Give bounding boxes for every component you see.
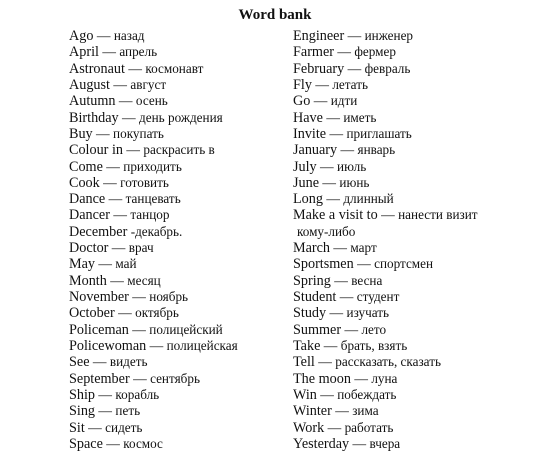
russian-translation: -декабрь. bbox=[130, 223, 183, 239]
russian-translation: март bbox=[350, 240, 377, 256]
word-entry bbox=[293, 191, 478, 207]
dash-separator: — bbox=[344, 28, 365, 43]
english-word: Make a visit to bbox=[293, 207, 378, 224]
word-column-left bbox=[69, 28, 238, 452]
word-entry bbox=[293, 61, 478, 77]
dash-separator: — bbox=[326, 305, 347, 321]
russian-translation: май bbox=[115, 256, 137, 272]
english-word: Ago bbox=[69, 28, 94, 44]
russian-translation: рассказать, сказать bbox=[335, 354, 441, 370]
word-entry bbox=[293, 289, 478, 305]
word-entry bbox=[69, 354, 238, 370]
dash-separator: — bbox=[128, 321, 150, 337]
english-word: November bbox=[69, 289, 129, 305]
word-entry bbox=[293, 28, 478, 44]
dash-separator: — bbox=[326, 125, 347, 141]
word-entry bbox=[69, 371, 238, 387]
dash-separator: — bbox=[118, 109, 140, 125]
dash-separator: — bbox=[124, 60, 146, 76]
english-word: Ship bbox=[69, 386, 96, 403]
russian-translation: врач bbox=[128, 240, 154, 256]
dash-separator: — bbox=[344, 60, 365, 76]
english-word: Sing bbox=[69, 403, 96, 420]
dash-separator: — bbox=[319, 174, 340, 190]
english-word: Doctor bbox=[69, 240, 109, 257]
russian-translation: побеждать bbox=[337, 386, 397, 402]
english-word: Come bbox=[69, 158, 103, 175]
word-entry bbox=[293, 93, 478, 109]
word-entry bbox=[69, 387, 238, 403]
word-entry bbox=[69, 93, 238, 109]
dash-separator: — bbox=[102, 435, 124, 451]
word-entry bbox=[69, 224, 238, 240]
russian-translation: летать bbox=[332, 76, 368, 92]
word-entry bbox=[293, 240, 478, 256]
russian-translation: июль bbox=[337, 158, 367, 174]
english-word: Space bbox=[69, 435, 103, 452]
dash-separator: — bbox=[322, 109, 344, 125]
dash-separator: — bbox=[102, 158, 124, 174]
word-entry bbox=[293, 305, 478, 321]
russian-translation: январь bbox=[357, 142, 396, 158]
russian-translation: лето bbox=[361, 321, 387, 337]
word-entry bbox=[293, 77, 478, 93]
english-word: June bbox=[293, 174, 320, 191]
english-word: Policewoman bbox=[69, 337, 147, 354]
word-entry bbox=[69, 338, 238, 354]
word-entry bbox=[293, 354, 478, 370]
russian-translation: полицейский bbox=[149, 321, 223, 337]
english-word: Policeman bbox=[69, 321, 129, 338]
dash-separator: — bbox=[95, 403, 116, 419]
russian-translation: видеть bbox=[109, 354, 148, 370]
english-word: Farmer bbox=[293, 44, 334, 61]
english-word: Buy bbox=[69, 125, 93, 142]
word-entry bbox=[69, 207, 238, 223]
dash-separator: — bbox=[316, 158, 338, 174]
russian-translation: студент bbox=[356, 289, 400, 304]
english-word: Take bbox=[293, 337, 321, 354]
word-entry bbox=[69, 159, 238, 175]
word-entry bbox=[69, 110, 238, 126]
dash-separator: — bbox=[115, 93, 136, 109]
english-word: Dancer bbox=[69, 207, 110, 224]
word-entry bbox=[69, 305, 238, 321]
english-word: Study bbox=[293, 305, 327, 322]
word-entry bbox=[69, 61, 238, 77]
word-entry bbox=[69, 403, 238, 419]
word-entry bbox=[293, 159, 478, 175]
english-word: February bbox=[293, 60, 345, 77]
english-word: The moon bbox=[293, 370, 351, 387]
english-word: August bbox=[69, 76, 110, 93]
word-entry bbox=[69, 240, 238, 256]
dash-separator: — bbox=[106, 272, 128, 288]
dash-separator: — bbox=[311, 76, 333, 92]
dash-separator: — bbox=[105, 191, 126, 207]
russian-translation: осень bbox=[135, 93, 168, 109]
word-entry bbox=[293, 436, 478, 452]
word-entry bbox=[69, 420, 238, 436]
russian-translation: космос bbox=[123, 435, 163, 451]
word-entry bbox=[293, 142, 478, 158]
english-word: April bbox=[69, 44, 99, 61]
dash-separator: — bbox=[350, 370, 372, 386]
word-entry bbox=[69, 256, 238, 272]
russian-translation: иметь bbox=[343, 109, 377, 125]
word-entry bbox=[69, 191, 238, 207]
word-entry bbox=[293, 126, 478, 142]
russian-translation: июнь bbox=[339, 174, 370, 190]
russian-translation: кому-либо bbox=[297, 223, 356, 239]
english-word: January bbox=[293, 142, 338, 159]
english-word: Engineer bbox=[293, 28, 345, 44]
word-column-right bbox=[293, 28, 478, 452]
russian-translation: зима bbox=[352, 403, 379, 419]
english-word: Long bbox=[293, 191, 323, 208]
dash-separator: — bbox=[95, 256, 116, 272]
dash-separator: — bbox=[333, 44, 355, 60]
word-entry bbox=[293, 322, 478, 338]
dash-separator: — bbox=[95, 386, 116, 402]
word-entry bbox=[293, 224, 478, 240]
russian-translation: нанести визит bbox=[398, 207, 478, 223]
dash-separator: — bbox=[84, 419, 106, 435]
english-word: Autumn bbox=[69, 93, 116, 110]
english-word: Win bbox=[293, 386, 317, 403]
russian-translation: вчера bbox=[369, 435, 401, 451]
english-word: July bbox=[293, 158, 317, 175]
english-word: Sit bbox=[69, 419, 85, 436]
english-word: Winter bbox=[293, 403, 332, 420]
russian-translation: работать bbox=[344, 419, 394, 435]
russian-translation: ноябрь bbox=[149, 289, 189, 304]
word-entry bbox=[69, 77, 238, 93]
russian-translation: корабль bbox=[115, 386, 160, 402]
word-entry bbox=[69, 322, 238, 338]
english-word: Spring bbox=[293, 272, 331, 289]
english-word: October bbox=[69, 305, 115, 322]
dash-separator: — bbox=[324, 419, 345, 435]
word-entry bbox=[293, 420, 478, 436]
dash-separator: — bbox=[377, 207, 399, 223]
dash-separator: — bbox=[93, 28, 114, 43]
russian-translation: сентябрь bbox=[150, 370, 200, 386]
page-title: Word bank bbox=[238, 7, 312, 23]
word-entry bbox=[293, 338, 478, 354]
english-word: Birthday bbox=[69, 109, 119, 126]
dash-separator: — bbox=[341, 321, 362, 337]
russian-translation: февраль bbox=[364, 60, 411, 76]
russian-translation: петь bbox=[115, 403, 141, 419]
word-entry bbox=[293, 371, 478, 387]
russian-translation: покупать bbox=[113, 125, 164, 141]
dash-separator: — bbox=[98, 44, 120, 60]
dash-separator: — bbox=[320, 337, 341, 353]
english-word: December bbox=[69, 223, 128, 240]
word-entry bbox=[69, 175, 238, 191]
russian-translation: приглашать bbox=[346, 125, 412, 141]
russian-translation: космонавт bbox=[145, 60, 204, 76]
dash-separator: — bbox=[114, 305, 136, 321]
dash-separator: — bbox=[109, 207, 131, 223]
dash-separator: — bbox=[310, 93, 331, 109]
dash-separator: — bbox=[330, 240, 351, 256]
russian-translation: инженер bbox=[364, 28, 414, 43]
english-word: Yesterday bbox=[293, 435, 350, 452]
english-word: March bbox=[293, 240, 331, 257]
russian-translation: месяц bbox=[127, 272, 161, 288]
english-word: Astronaut bbox=[69, 60, 125, 77]
dash-separator: — bbox=[336, 289, 357, 304]
english-word: Student bbox=[293, 289, 337, 305]
english-word: Tell bbox=[293, 354, 315, 371]
russian-translation: август bbox=[130, 76, 167, 92]
english-word: May bbox=[69, 256, 96, 273]
russian-translation: брать, взять bbox=[340, 337, 408, 353]
english-word: Work bbox=[293, 419, 325, 436]
dash-separator: — bbox=[316, 386, 338, 402]
word-entry bbox=[293, 44, 478, 60]
english-word: Colour in bbox=[69, 142, 123, 159]
russian-translation: апрель bbox=[119, 44, 158, 60]
russian-translation: спортсмен bbox=[374, 256, 434, 272]
word-entry bbox=[69, 273, 238, 289]
word-entry bbox=[69, 126, 238, 142]
russian-translation: идти bbox=[330, 93, 358, 109]
word-entry bbox=[293, 175, 478, 191]
russian-translation: длинный bbox=[343, 191, 394, 207]
dash-separator: — bbox=[89, 354, 110, 370]
english-word: Summer bbox=[293, 321, 342, 338]
word-entry bbox=[293, 387, 478, 403]
russian-translation: раскрасить в bbox=[143, 142, 215, 158]
english-word: Cook bbox=[69, 174, 100, 191]
english-word: Dance bbox=[69, 191, 106, 208]
dash-separator: — bbox=[110, 76, 131, 92]
word-entry bbox=[293, 256, 478, 272]
russian-translation: приходить bbox=[123, 158, 182, 174]
dash-separator: — bbox=[337, 142, 358, 158]
word-entry bbox=[69, 289, 238, 305]
word-entry bbox=[293, 403, 478, 419]
dash-separator: — bbox=[330, 272, 352, 288]
dash-separator: — bbox=[108, 240, 129, 256]
russian-translation: день рождения bbox=[139, 109, 223, 125]
dash-separator: — bbox=[129, 370, 151, 386]
dash-separator: — bbox=[123, 142, 144, 158]
russian-translation: луна bbox=[371, 370, 398, 386]
dash-separator: — bbox=[353, 256, 375, 272]
russian-translation: фермер bbox=[354, 44, 396, 60]
english-word: Invite bbox=[293, 125, 327, 142]
english-word: See bbox=[69, 354, 90, 371]
word-entry bbox=[293, 110, 478, 126]
russian-translation: весна bbox=[351, 272, 383, 288]
russian-translation: сидеть bbox=[105, 419, 143, 435]
dash-separator: — bbox=[128, 289, 150, 304]
word-entry bbox=[69, 142, 238, 158]
english-word: Go bbox=[293, 93, 311, 110]
word-entry bbox=[293, 207, 478, 223]
dash-separator: — bbox=[99, 174, 121, 190]
russian-translation: готовить bbox=[120, 174, 169, 190]
dash-separator: — bbox=[314, 354, 336, 370]
russian-translation: октябрь bbox=[135, 305, 179, 321]
english-word: Month bbox=[69, 272, 107, 289]
word-entry bbox=[69, 28, 238, 44]
dash-separator: — bbox=[146, 337, 167, 353]
russian-translation: назад bbox=[113, 28, 145, 43]
dash-separator: — bbox=[331, 403, 353, 419]
dash-separator: — bbox=[92, 125, 114, 141]
dash-separator: — bbox=[349, 435, 370, 451]
english-word: Have bbox=[293, 109, 323, 126]
russian-translation: полицейская bbox=[166, 337, 238, 353]
english-word: September bbox=[69, 370, 130, 387]
english-word: Sportsmen bbox=[293, 256, 354, 273]
dash-separator: — bbox=[322, 191, 344, 207]
english-word: Fly bbox=[293, 76, 312, 93]
russian-translation: изучать bbox=[346, 305, 390, 321]
word-entry bbox=[69, 44, 238, 60]
russian-translation: танцор bbox=[130, 207, 170, 223]
word-entry bbox=[69, 436, 238, 452]
word-entry bbox=[293, 273, 478, 289]
russian-translation: танцевать bbox=[125, 191, 181, 207]
